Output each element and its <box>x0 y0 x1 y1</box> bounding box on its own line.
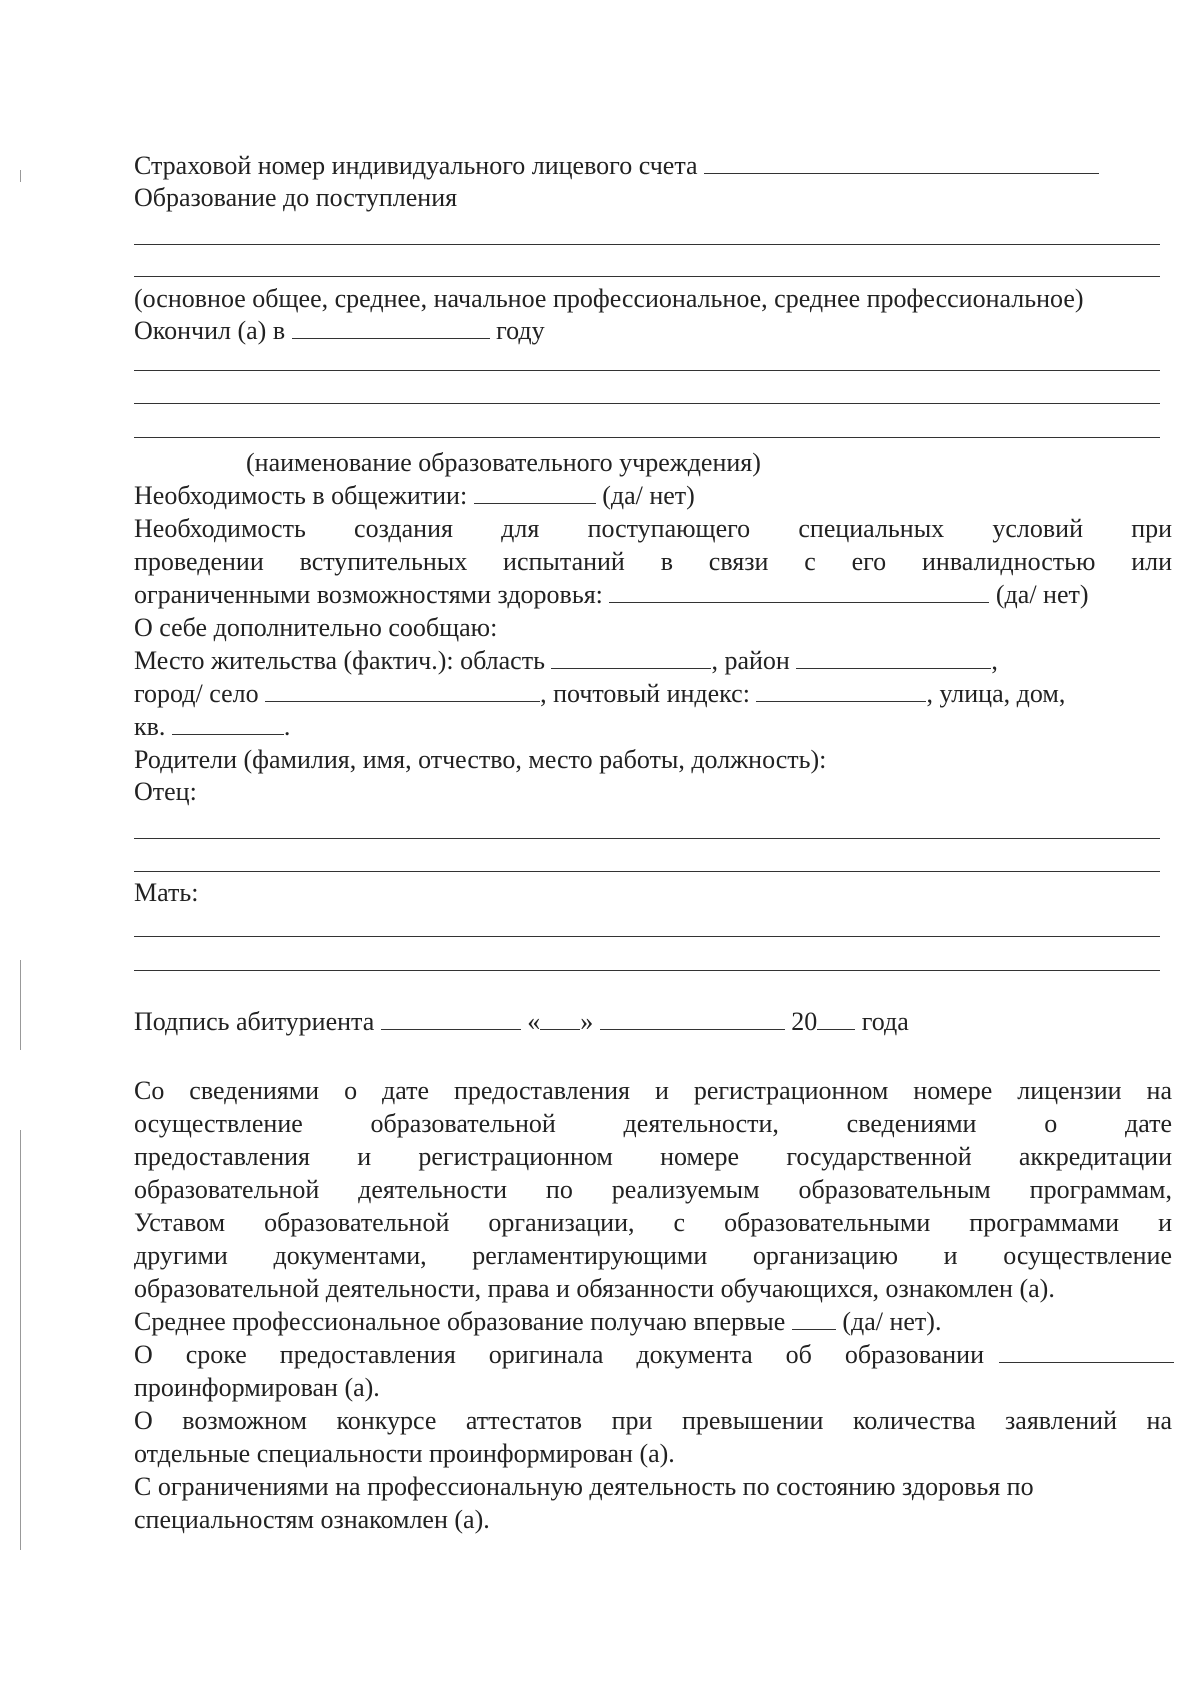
competition-line1: О возможном конкурсе аттестатов при превышении количества заявлений на <box>134 1406 1172 1435</box>
text-word: поступающего <box>587 514 751 543</box>
graduated-row <box>134 315 545 347</box>
text-word: при <box>1131 514 1173 543</box>
ack-line: образовательной деятельности по реализуемым образовательным программам, <box>134 1175 1172 1204</box>
original-doc-label: О сроке предоставления оригинала документа об образовании <box>134 1340 984 1369</box>
text-word: в <box>660 547 673 576</box>
district-field[interactable] <box>796 646 991 669</box>
institution-field-line[interactable] <box>134 370 1160 371</box>
special-conditions-line1 <box>134 513 1172 545</box>
first-spo-options: (да/ нет). <box>842 1307 942 1336</box>
signature-label: Подпись абитуриента <box>134 1007 375 1036</box>
snils-label: Страховой номер индивидуального лицевого счета <box>134 151 698 180</box>
special-conditions-field[interactable] <box>609 580 989 603</box>
text-word: вступительных <box>299 547 468 576</box>
mother-field-line[interactable] <box>134 936 1160 937</box>
year-field[interactable] <box>817 1007 855 1030</box>
special-conditions-label: ограниченными возможностями здоровья: <box>134 580 603 609</box>
postal-label: , почтовый индекс: <box>540 679 750 708</box>
institution-field-line[interactable] <box>134 403 1160 404</box>
education-field-line[interactable] <box>134 244 1160 245</box>
first-spo-row <box>134 1306 941 1338</box>
apartment-end: . <box>283 712 291 741</box>
text-word: связи <box>708 547 769 576</box>
city-row <box>134 678 1065 710</box>
text-word: его <box>851 547 887 576</box>
scan-edge-mark <box>20 960 21 1050</box>
special-conditions-options: (да/ нет) <box>995 580 1089 609</box>
parents-label: Родители (фамилия, имя, отчество, место работы, должность): <box>134 745 827 774</box>
dorm-field[interactable] <box>474 481 596 504</box>
special-conditions-line2 <box>134 546 1172 578</box>
text-word: для <box>501 514 540 543</box>
ack-line: образовательной деятельности, права и обязанности обучающихся, ознакомлен (а). <box>134 1274 1055 1303</box>
dorm-options: (да/ нет) <box>602 481 695 510</box>
year-prefix: 20 <box>791 1007 818 1036</box>
ack-line: другими документами, регламентирующими организацию и осуществление <box>134 1241 1172 1270</box>
original-doc-line2: проинформирован (а). <box>134 1373 380 1402</box>
quote-close: » <box>580 1007 594 1036</box>
apartment-label: кв. <box>134 712 166 741</box>
quote-open: « <box>527 1007 541 1036</box>
region-field[interactable] <box>551 646 711 669</box>
dorm-row <box>134 480 695 512</box>
graduated-suffix: году <box>496 316 545 345</box>
about-label: О себе дополнительно сообщаю: <box>134 613 498 642</box>
snils-field[interactable] <box>704 151 1099 174</box>
text-word: инвалидностью <box>922 547 1096 576</box>
education-field-line[interactable] <box>134 276 1160 277</box>
month-field[interactable] <box>600 1007 785 1030</box>
ack-line: осуществление образовательной деятельности, сведениями о дате <box>134 1109 1172 1138</box>
apartment-field[interactable] <box>172 712 284 735</box>
father-field-line[interactable] <box>134 871 1160 872</box>
competition-line2: отдельные специальности проинформирован (а). <box>134 1439 675 1468</box>
mother-label: Мать: <box>134 878 199 907</box>
graduation-year-field[interactable] <box>292 316 490 339</box>
original-doc-row <box>134 1339 1174 1371</box>
residence-row <box>134 645 998 677</box>
text-word: создания <box>354 514 453 543</box>
text-word: или <box>1131 547 1173 576</box>
snils-row <box>134 150 1099 182</box>
text-word: проведении <box>134 547 264 576</box>
dorm-label: Необходимость в общежитии: <box>134 481 468 510</box>
street-label: , улица, дом, <box>926 679 1066 708</box>
residence-label: Место жительства (фактич.): область <box>134 646 545 675</box>
city-label: город/ село <box>134 679 259 708</box>
health-restrictions-line1: С ограничениями на профессиональную деятельность по состоянию здоровья по <box>134 1472 1034 1501</box>
year-suffix: года <box>861 1007 909 1036</box>
education-label: Образование до поступления <box>134 183 458 212</box>
city-field[interactable] <box>265 679 540 702</box>
ack-line: Уставом образовательной организации, с образовательными программами и <box>134 1208 1172 1237</box>
scan-edge-mark <box>20 170 21 182</box>
text-word: условий <box>992 514 1084 543</box>
text-word: с <box>804 547 816 576</box>
scan-edge-mark <box>20 1130 21 1550</box>
text-word: специальных <box>798 514 945 543</box>
apartment-row <box>134 711 290 743</box>
ack-line: Со сведениями о дате предоставления и регистрационном номере лицензии на <box>134 1076 1172 1105</box>
text-word: Необходимость <box>134 514 306 543</box>
father-label: Отец: <box>134 777 197 806</box>
signature-row <box>134 1006 909 1038</box>
graduated-prefix: Окончил (а) в <box>134 316 286 345</box>
ack-line: предоставления и регистрационном номере государственной аккредитации <box>134 1142 1172 1171</box>
district-end: , <box>991 646 998 675</box>
health-restrictions-line2: специальностям ознакомлен (а). <box>134 1505 490 1534</box>
signature-field[interactable] <box>381 1007 521 1030</box>
institution-field-line[interactable] <box>134 437 1160 438</box>
mother-field-line[interactable] <box>134 970 1160 971</box>
first-spo-field[interactable] <box>792 1307 836 1330</box>
text-word: испытаний <box>503 547 625 576</box>
institution-hint: (наименование образовательного учреждения) <box>246 448 761 477</box>
father-field-line[interactable] <box>134 838 1160 839</box>
postal-code-field[interactable] <box>756 679 926 702</box>
district-label: , район <box>711 646 790 675</box>
day-field[interactable] <box>540 1007 580 1030</box>
special-conditions-line3 <box>134 579 1089 611</box>
first-spo-label: Среднее профессиональное образование получаю впервые <box>134 1307 786 1336</box>
education-hint: (основное общее, среднее, начальное профессиональное, среднее профессиональное) <box>134 284 1084 313</box>
original-doc-field[interactable] <box>999 1340 1174 1363</box>
